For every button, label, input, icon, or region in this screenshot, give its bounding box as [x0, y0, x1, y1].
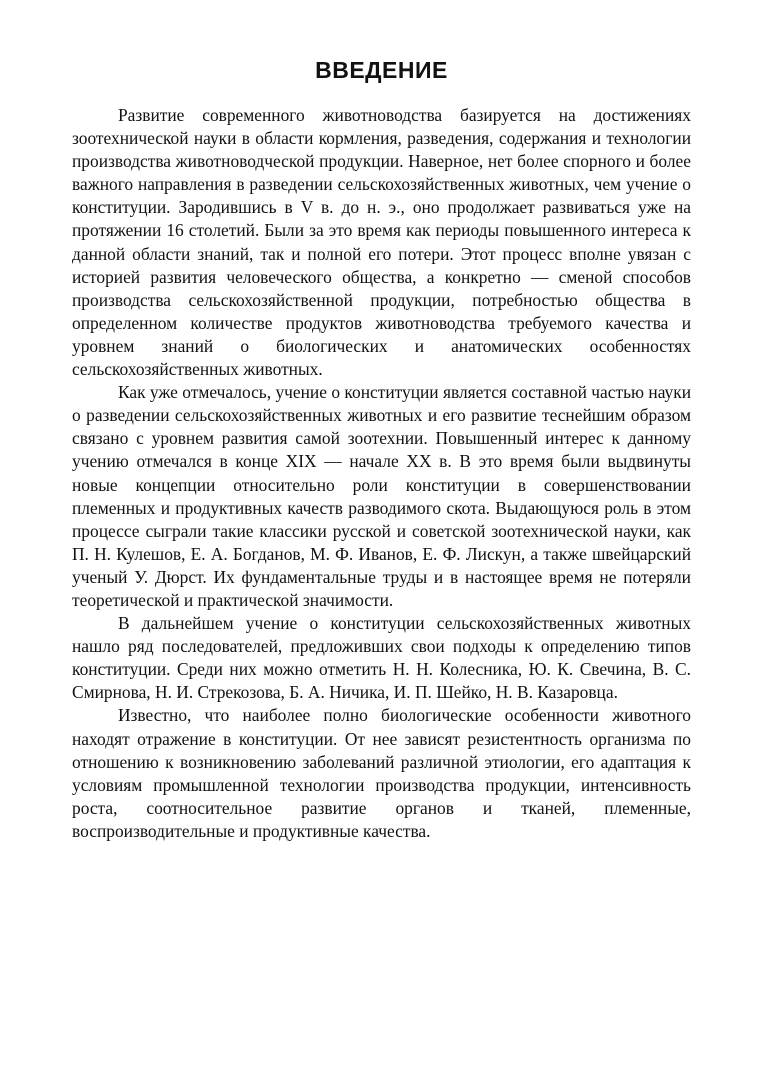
page-title: ВВЕДЕНИЕ: [315, 57, 448, 83]
paragraph: Известно, что наиболее полно биологические особенности животного находят отражение в конституции. От нее зависят резистентность организма по отношению к возникновению заболеваний различной этиологии, его адаптация к условиям промышленной технологии производства продукции, интенсивность роста, соотносительное развитие органов и тканей, племенные, воспроизводительные и продуктивные качества.: [72, 705, 691, 841]
paragraph: Развитие современного животноводства базируется на достижениях зоотехнической науки в области кормления, разведения, содержания и технологии производства животноводческой продукции. Наверное, нет более спорного и более важного направления в разведении сельскохозяйственных животных, чем учение о конституции. Зародившись в V в. до н. э., оно продолжает развиваться уже на протяжении 16 столетий. Были за это время как периоды повышенного интереса к данной области знаний, так и полной его потери. Этот процесс вполне увязан с историей развития человеческого общества, а конкретно — сменой способов производства сельскохозяйственной продукции, потребностью общества в определенном количестве продуктов животноводства требуемого качества и уровнем знаний о биологических и анатомических особенностях сельскохозяйственных животных.: [72, 105, 691, 380]
paragraph: Как уже отмечалось, учение о конституции является составной частью науки о разведении сельскохозяйственных животных и его развитие теснейшим образом связано с уровнем развития самой зоотехнии. Повышенный интерес к данному учению отмечался в конце XIX — начале XX в. В это время были выдвинуты новые концепции относительно роли конституции в совершенствовании племенных и продуктивных качеств разводимого скота. Выдающуюся роль в этом процессе сыграли такие классики русской и советской зоотехнической науки, как П. Н. Кулешов, Е. А. Богданов, М. Ф. Иванов, Е. Ф. Лискун, а также швейцарский ученый У. Дюрст. Их фундаментальные труды и в настоящее время не потеряли теоретической и практической значимости.: [72, 382, 691, 610]
paragraph: В дальнейшем учение о конституции сельскохозяйственных животных нашло ряд последователей, предложивших свои подходы к определению типов конституции. Среди них можно отметить Н. Н. Колесника, Ю. К. Свечина, В. С. Смирнова, Н. И. Стрекозова, Б. А. Ничика, И. П. Шейко, Н. В. Казаровца.: [72, 613, 691, 703]
